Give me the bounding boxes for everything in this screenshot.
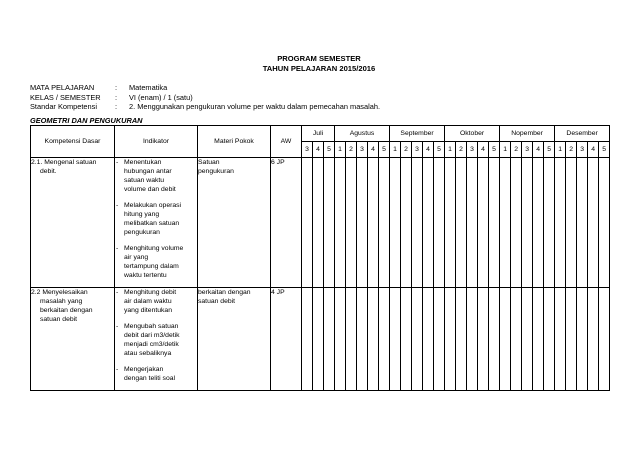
kompetensi-text xyxy=(31,158,114,176)
week-cell xyxy=(346,288,357,391)
week-header: 1 xyxy=(390,142,401,158)
indikator-item xyxy=(115,288,197,315)
week-header: 4 xyxy=(478,142,489,158)
text-line: dengan teliti soal xyxy=(124,375,176,382)
text-line: 2.1. Mengenal satuan xyxy=(31,159,97,166)
text-line: debit. xyxy=(40,168,57,175)
week-cell xyxy=(423,158,434,288)
header-row-months xyxy=(31,126,610,142)
table-row xyxy=(31,158,610,288)
week-cell xyxy=(500,158,511,288)
text-line: satuan debit xyxy=(40,316,78,323)
week-cell xyxy=(500,288,511,391)
week-cell xyxy=(566,288,577,391)
week-cell xyxy=(467,158,478,288)
table-row xyxy=(31,288,610,391)
week-cell xyxy=(401,158,412,288)
week-cell xyxy=(335,288,346,391)
week-header: 3 xyxy=(302,142,313,158)
week-header: 3 xyxy=(577,142,588,158)
week-header: 2 xyxy=(401,142,412,158)
section-title: GEOMETRI DAN PENGUKURAN xyxy=(30,116,143,125)
indikator-item xyxy=(115,158,197,194)
week-cell xyxy=(346,158,357,288)
week-cell xyxy=(522,158,533,288)
week-cell xyxy=(544,158,555,288)
week-header: 2 xyxy=(456,142,467,158)
week-header: 4 xyxy=(313,142,324,158)
week-header: 5 xyxy=(544,142,555,158)
week-header: 5 xyxy=(489,142,500,158)
month-header: Agustus xyxy=(335,126,390,142)
week-header: 5 xyxy=(599,142,610,158)
text-line: tertampung dalam xyxy=(124,263,179,270)
week-cell xyxy=(511,288,522,391)
col-header-indikator: Indikator xyxy=(115,126,198,158)
text-line: berkaitan dengan xyxy=(40,307,93,314)
week-cell xyxy=(445,158,456,288)
month-header: Oktober xyxy=(445,126,500,142)
week-cell xyxy=(522,288,533,391)
text-line: Mengubah satuan xyxy=(124,323,179,330)
week-cell xyxy=(599,288,610,391)
week-cell xyxy=(313,158,324,288)
week-cell xyxy=(335,158,346,288)
week-cell xyxy=(379,288,390,391)
week-cell xyxy=(533,288,544,391)
week-cell xyxy=(313,288,324,391)
week-cell xyxy=(456,288,467,391)
text-line: Menghitung volume xyxy=(124,245,184,252)
meta-value: Matematika xyxy=(129,83,168,92)
indikator-item xyxy=(115,244,197,280)
col-header-materi: Materi Pokok xyxy=(198,126,271,158)
document-subtitle: TAHUN PELAJARAN 2015/2016 xyxy=(262,64,376,73)
meta-row xyxy=(30,83,380,93)
bullet-dash: - xyxy=(116,323,119,330)
text-line: pengukuran xyxy=(124,229,160,236)
week-cell xyxy=(577,288,588,391)
indikator-list xyxy=(115,158,197,280)
text-line: satuan waktu xyxy=(124,177,165,184)
indikator-item xyxy=(115,365,197,383)
bullet-dash: - xyxy=(116,245,119,252)
week-cell xyxy=(324,158,335,288)
week-cell xyxy=(478,288,489,391)
text-line: debit dari m3/detik xyxy=(124,332,180,339)
week-cell xyxy=(423,288,434,391)
bullet-dash: - xyxy=(116,159,119,166)
indikator-item xyxy=(115,322,197,358)
document-title: PROGRAM SEMESTER xyxy=(277,54,361,63)
week-cell xyxy=(357,288,368,391)
week-header: 1 xyxy=(335,142,346,158)
week-cell xyxy=(302,288,313,391)
week-cell xyxy=(445,288,456,391)
week-cell xyxy=(412,288,423,391)
week-header: 4 xyxy=(423,142,434,158)
month-header: Juli xyxy=(302,126,335,142)
week-header: 2 xyxy=(566,142,577,158)
text-line: melibatkan satuan xyxy=(124,220,180,227)
bullet-dash: - xyxy=(116,289,119,296)
text-line: yang ditentukan xyxy=(124,307,172,314)
text-line: masalah yang xyxy=(40,298,83,305)
indikator-list xyxy=(115,288,197,383)
week-cell xyxy=(489,288,500,391)
week-cell xyxy=(533,158,544,288)
meta-separator: : xyxy=(115,83,118,92)
week-cell xyxy=(577,158,588,288)
meta-label: KELAS / SEMESTER xyxy=(30,92,101,102)
text-line: air yang xyxy=(124,254,149,261)
materi-cell xyxy=(198,288,271,391)
week-cell xyxy=(467,288,478,391)
week-cell xyxy=(390,288,401,391)
meta-row xyxy=(30,102,380,112)
week-cell xyxy=(555,158,566,288)
week-header: 1 xyxy=(555,142,566,158)
text-line: Mengerjakan xyxy=(124,366,164,373)
indikator-item xyxy=(115,201,197,237)
text-line: menjadi cm3/detik xyxy=(124,341,179,348)
week-header: 3 xyxy=(357,142,368,158)
meta-label: MATA PELAJARAN xyxy=(30,83,95,92)
month-header: September xyxy=(390,126,445,142)
week-header: 2 xyxy=(346,142,357,158)
text-line: Melakukan operasi xyxy=(124,202,182,209)
meta-value: 2. Menggunakan pengukuran volume per waktu dalam pemecahan masalah. xyxy=(129,102,381,112)
kompetensi-cell xyxy=(31,288,115,391)
meta-separator: : xyxy=(115,102,118,112)
week-cell xyxy=(566,158,577,288)
week-cell xyxy=(478,158,489,288)
week-cell xyxy=(357,158,368,288)
week-cell xyxy=(555,288,566,391)
kompetensi-text xyxy=(31,288,114,324)
month-header: Desember xyxy=(555,126,610,142)
text-line: berkaitan dengan xyxy=(198,289,251,296)
kompetensi-cell xyxy=(31,158,115,288)
week-cell xyxy=(511,158,522,288)
week-cell xyxy=(368,158,379,288)
aw-cell: 4 JP xyxy=(271,288,302,391)
week-cell xyxy=(324,288,335,391)
text-line: volume dan debit xyxy=(124,186,176,193)
week-cell xyxy=(412,158,423,288)
week-cell xyxy=(434,288,445,391)
week-cell xyxy=(302,158,313,288)
week-header: 3 xyxy=(522,142,533,158)
text-line: Menentukan xyxy=(124,159,162,166)
meta-row xyxy=(30,93,380,103)
week-cell xyxy=(368,288,379,391)
bullet-dash: - xyxy=(116,202,119,209)
week-header: 3 xyxy=(412,142,423,158)
text-line: atau sebaliknya xyxy=(124,350,172,357)
week-cell xyxy=(456,158,467,288)
week-header: 4 xyxy=(368,142,379,158)
meta-label: Standar Kompetensi xyxy=(30,102,97,112)
indikator-cell xyxy=(115,158,198,288)
text-line: pengukuran xyxy=(198,168,234,175)
text-line: waktu tertentu xyxy=(124,272,167,279)
meta-separator: : xyxy=(115,92,118,102)
week-header: 3 xyxy=(467,142,478,158)
week-header: 2 xyxy=(511,142,522,158)
program-table xyxy=(30,125,610,391)
col-header-kompetensi: Kompetensi Dasar xyxy=(31,126,115,158)
week-header: 5 xyxy=(379,142,390,158)
week-cell xyxy=(588,158,599,288)
week-cell xyxy=(489,158,500,288)
week-header: 5 xyxy=(434,142,445,158)
bullet-dash: - xyxy=(116,366,119,373)
text-line: 2.2 Menyelesaikan xyxy=(31,289,88,296)
week-header: 4 xyxy=(533,142,544,158)
text-line: hubungan antar xyxy=(124,168,172,175)
text-line: satuan debit xyxy=(198,298,236,305)
col-header-aw: AW xyxy=(271,126,302,158)
text-line: air dalam waktu xyxy=(124,298,172,305)
month-header: Nopember xyxy=(500,126,555,142)
meta-block xyxy=(30,83,380,112)
aw-cell: 6 JP xyxy=(271,158,302,288)
text-line: hitung yang xyxy=(124,211,160,218)
week-header: 1 xyxy=(500,142,511,158)
week-cell xyxy=(390,158,401,288)
week-cell xyxy=(434,158,445,288)
indikator-cell xyxy=(115,288,198,391)
text-line: Menghitung debit xyxy=(124,289,177,296)
meta-value: VI (enam) / 1 (satu) xyxy=(129,92,193,102)
week-cell xyxy=(588,288,599,391)
week-header: 5 xyxy=(324,142,335,158)
materi-cell xyxy=(198,158,271,288)
week-cell xyxy=(379,158,390,288)
week-cell xyxy=(544,288,555,391)
week-header: 1 xyxy=(445,142,456,158)
week-cell xyxy=(401,288,412,391)
week-cell xyxy=(599,158,610,288)
week-header: 4 xyxy=(588,142,599,158)
text-line: Satuan xyxy=(198,159,220,166)
